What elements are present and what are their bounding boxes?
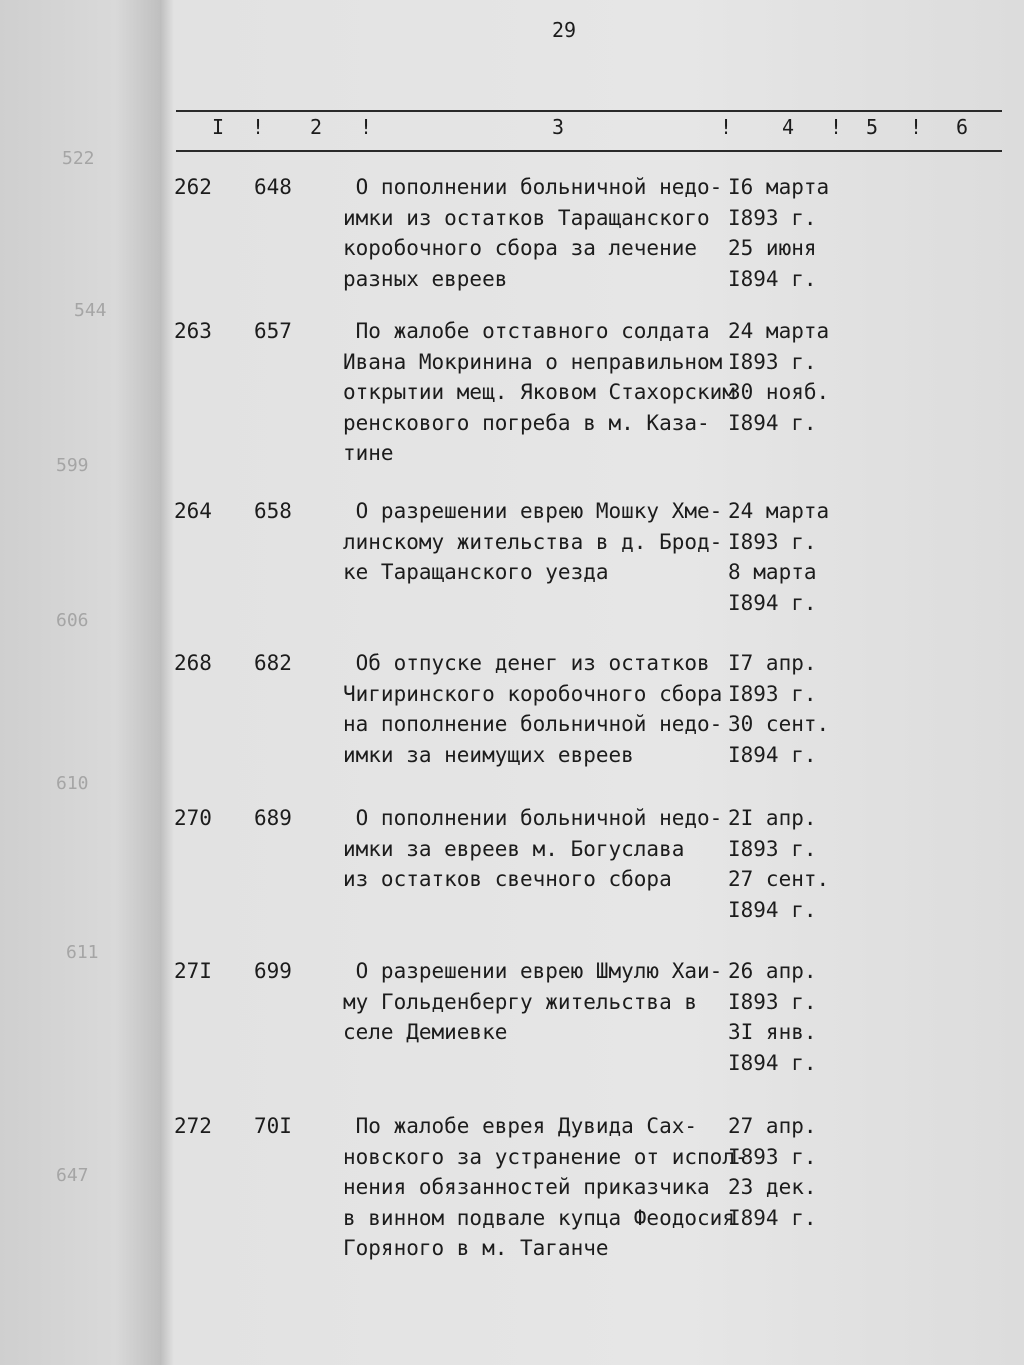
date-line: I894 г. bbox=[728, 410, 817, 435]
case-description-line: открытии мещ. Яковом Стахорским bbox=[343, 380, 735, 404]
case-description-line: Чигиринского коробочного сбора bbox=[343, 681, 723, 706]
case-description-line: имки за неимущих евреев bbox=[343, 742, 634, 767]
date-line: I894 г. bbox=[728, 590, 817, 615]
date-line: I893 г. bbox=[728, 205, 817, 230]
date-line: I893 г. bbox=[728, 529, 817, 554]
date-line: I7 апр. bbox=[728, 651, 817, 675]
date-line: 27 апр. bbox=[728, 1114, 817, 1138]
case-description-line: О пополнении больничной недо- bbox=[343, 175, 723, 199]
file-number: 699 bbox=[254, 959, 292, 983]
facing-page-number: 647 bbox=[56, 1165, 89, 1186]
header-separator: ! bbox=[360, 115, 373, 139]
date-line: I894 г. bbox=[728, 897, 817, 922]
facing-page-number: 544 bbox=[74, 300, 107, 321]
date-line: I893 г. bbox=[728, 836, 817, 861]
case-description-line: новского за устранение от испол- bbox=[343, 1144, 748, 1169]
row-number: 272 bbox=[174, 1114, 212, 1138]
case-description-line: в винном подвале купца Феодосия bbox=[343, 1205, 735, 1230]
date-line: I894 г. bbox=[728, 1205, 817, 1230]
header-separator: ! bbox=[910, 115, 923, 139]
file-number: 648 bbox=[254, 175, 292, 199]
case-description-line: имки за евреев м. Богуслава bbox=[343, 836, 685, 861]
date-line: I894 г. bbox=[728, 1050, 817, 1075]
case-description-line: ке Таращанского уезда bbox=[343, 560, 609, 584]
date-line: I893 г. bbox=[728, 349, 817, 374]
file-number: 658 bbox=[254, 499, 292, 523]
case-description-line: из остатков свечного сбора bbox=[343, 867, 672, 891]
case-description-line: разных евреев bbox=[343, 266, 508, 291]
case-description-line: По жалобе еврея Дувида Сах- bbox=[343, 1114, 698, 1138]
header-col-6: 6 bbox=[956, 115, 969, 139]
header-col-2: 2 bbox=[310, 115, 323, 139]
case-description-line: Об отпуске денег из остатков bbox=[343, 651, 710, 675]
date-line: I893 г. bbox=[728, 681, 817, 706]
row-number: 268 bbox=[174, 651, 212, 675]
case-description-line: По жалобе отставного солдата bbox=[343, 319, 710, 343]
case-description-line: тине bbox=[343, 441, 394, 465]
facing-page-number: 611 bbox=[66, 942, 99, 963]
header-separator: ! bbox=[252, 115, 265, 139]
case-description-line: имки из остатков Таращанского bbox=[343, 205, 710, 230]
date-line: 24 марта bbox=[728, 499, 830, 523]
case-description-line: Ивана Мокринина о неправильном bbox=[343, 349, 723, 374]
date-line: 2I апр. bbox=[728, 806, 817, 830]
date-line: I894 г. bbox=[728, 266, 817, 291]
date-line: I6 марта bbox=[728, 175, 830, 199]
row-number: 264 bbox=[174, 499, 212, 523]
date-line: I893 г. bbox=[728, 1144, 817, 1169]
date-line: 8 марта bbox=[728, 560, 817, 584]
case-description-line: му Гольденбергу жительства в bbox=[343, 989, 698, 1014]
date-line: 24 марта bbox=[728, 319, 830, 343]
facing-page bbox=[0, 0, 165, 1365]
page-number: 29 bbox=[552, 18, 577, 42]
header-col-5: 5 bbox=[866, 115, 879, 139]
facing-page-number: 599 bbox=[56, 455, 89, 476]
case-description-line: на пополнение больничной недо- bbox=[343, 712, 723, 736]
case-description-line: коробочного сбора за лечение bbox=[343, 236, 698, 260]
document-page bbox=[160, 0, 1024, 1365]
header-separator: ! bbox=[830, 115, 843, 139]
case-description-line: Горяного в м. Таганче bbox=[343, 1236, 609, 1260]
date-line: 30 нояб. bbox=[728, 380, 830, 404]
row-number: 270 bbox=[174, 806, 212, 830]
header-top-rule bbox=[176, 110, 1002, 112]
file-number: 689 bbox=[254, 806, 292, 830]
file-number: 70I bbox=[254, 1114, 292, 1138]
row-number: 27I bbox=[174, 959, 212, 983]
date-line: 3I янв. bbox=[728, 1020, 817, 1044]
date-line: I893 г. bbox=[728, 989, 817, 1014]
file-number: 657 bbox=[254, 319, 292, 343]
facing-page-number: 606 bbox=[56, 610, 89, 631]
date-line: 25 июня bbox=[728, 236, 817, 260]
file-number: 682 bbox=[254, 651, 292, 675]
date-line: 30 сент. bbox=[728, 712, 830, 736]
date-line: I894 г. bbox=[728, 742, 817, 767]
case-description-line: линскому жительства в д. Брод- bbox=[343, 529, 723, 554]
case-description-line: селе Демиевке bbox=[343, 1020, 508, 1044]
case-description-line: ренскового погреба в м. Каза- bbox=[343, 410, 710, 435]
date-line: 27 сент. bbox=[728, 867, 830, 891]
row-number: 262 bbox=[174, 175, 212, 199]
case-description-line: О пополнении больничной недо- bbox=[343, 806, 723, 830]
case-description-line: О разрешении еврею Шмулю Хаи- bbox=[343, 959, 723, 983]
case-description-line: нения обязанностей приказчика bbox=[343, 1175, 710, 1199]
row-number: 263 bbox=[174, 319, 212, 343]
header-col-1: I bbox=[212, 115, 225, 139]
date-line: 26 апр. bbox=[728, 959, 817, 983]
date-line: 23 дек. bbox=[728, 1175, 817, 1199]
header-col-4: 4 bbox=[782, 115, 795, 139]
header-separator: ! bbox=[720, 115, 733, 139]
facing-page-number: 522 bbox=[62, 148, 95, 169]
case-description-line: О разрешении еврею Мошку Хме- bbox=[343, 499, 723, 523]
facing-page-number: 610 bbox=[56, 773, 89, 794]
header-bottom-rule bbox=[176, 150, 1002, 152]
header-col-3: 3 bbox=[552, 115, 565, 139]
